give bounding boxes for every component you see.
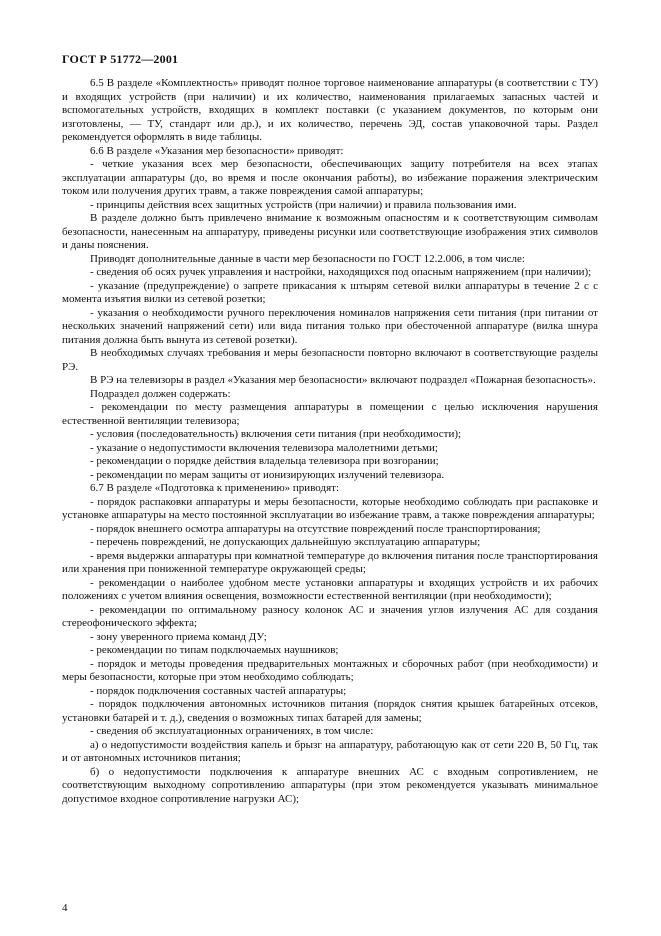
list-item: - указание о недопустимости включения телевизора малолетними детьми; xyxy=(90,441,438,454)
list-item: - рекомендации по типам подключаемых наушников; xyxy=(90,644,339,656)
list-item: - указания о необходимости ручного переключения номиналов напряжения сети питания (при питании от нескольких значений напряжений сети) или вида питания только при обесточенной аппаратуре (вилка шнура питания должна быть вынута из сетевой розетки). xyxy=(62,306,598,346)
list-item: - порядок подключения автономных источников питания (порядок снятия крышек батарейных отсеков, установки батарей и т. д.), сведения о возможных типах батарей для замены; xyxy=(62,698,598,724)
list-item: - порядок внешнего осмотра аппаратуры на отсутствие повреждений после транспортирования; xyxy=(90,522,541,535)
document-body xyxy=(62,77,598,806)
list-item: - рекомендации по месту размещения аппаратуры в помещении с целью исключения нарушения естественной вентиляции телевизора; xyxy=(62,401,598,427)
paragraph: 6.6 В разделе «Указания мер безопасности» приводят: xyxy=(90,144,344,157)
list-item: - указание (предупреждение) о запрете прикасания к штырям сетевой вилки аппаратуры в течение 2 с с момента изъятия вилки из сетевой розетки; xyxy=(62,279,598,305)
list-item: - порядок подключения составных частей аппаратуры; xyxy=(90,684,347,697)
document-code-header: ГОСТ Р 51772—2001 xyxy=(62,52,179,66)
list-item: - перечень повреждений, не допускающих дальнейшую эксплуатацию аппаратуры; xyxy=(90,536,481,548)
list-item: - порядок распаковки аппаратуры и меры безопасности, которые необходимо соблюдать при распаковке и установке аппаратуры на место постоянной эксплуатации во избежание травм, а также повреждения аппаратуры; xyxy=(62,495,598,521)
list-item: - сведения об осях ручек управления и настройки, находящихся под опасным напряжением (при наличии); xyxy=(90,266,592,278)
sub-list-item: б) о недопустимости подключения к аппаратуре внешних АС с входным сопротивлением, не соответствующим выходному сопротивлению аппаратуры (при этом рекомендуется указывать минимальное допустимое входное сопротивление нагрузки АС); xyxy=(62,765,598,805)
list-item: - четкие указания всех мер безопасности, обеспечивающих защиту потребителя на всех этапах эксплуатации аппаратуры (до, во время и после окончания работы), во избежание поражения электрическим током или получения других травм, а также повреждения самой аппаратуры; xyxy=(62,158,598,197)
list-item: - рекомендации по мерам защиты от ионизирующих излучений телевизора. xyxy=(90,468,445,481)
paragraph: В РЭ на телевизоры в раздел «Указания мер безопасности» включают подраздел «Пожарная безопасность». xyxy=(90,374,596,386)
paragraph: 6.5 В разделе «Комплектность» приводят полное торговое наименование аппаратуры (в соответствии с ТУ) и входящих устройств (при наличии) и их количество, наименования прилагаемых запасных частей и вспомогательных устройств, входящих в комплект поставки (с указанием документов, по которым они изготовлены, — ТУ, стандарт или др.), и их количество, перечень ЭД, состав упаковочной тары. Раздел рекомендуется оформлять в виде таблицы. xyxy=(62,77,598,143)
list-item: - условия (последовательность) включения сети питания (при необходимости); xyxy=(90,428,462,440)
paragraph: 6.7 В разделе «Подготовка к применению» приводят: xyxy=(90,482,340,494)
list-item: - рекомендации о наиболее удобном месте установки аппаратуры и входящих устройств и их рабочих положениях с учетом влияния освещения, возможности естественной вентиляции (при необходимости); xyxy=(62,576,598,602)
paragraph: Приводят дополнительные данные в части мер безопасности по ГОСТ 12.2.006, в том числе: xyxy=(90,252,525,265)
list-item: - принципы действия всех защитных устройств (при наличии) и правила пользования ими. xyxy=(90,198,517,211)
paragraph: В необходимых случаях требования и меры безопасности повторно включают в соответствующие разделы РЭ. xyxy=(62,347,598,373)
list-item: - рекомендации по оптимальному разносу колонок АС и значения углов излучения АС для создания стереофонического эффекта; xyxy=(62,603,598,629)
list-item: - порядок и методы проведения предварительных монтажных и сборочных работ (при необходимости) и меры безопасности, которые при этом необходимо соблюдать; xyxy=(62,657,598,683)
page-number: 4 xyxy=(62,902,68,914)
paragraph: Подраздел должен содержать: xyxy=(90,387,231,400)
list-item: - сведения об эксплуатационных ограничениях, в том числе: xyxy=(90,725,374,737)
list-item: - зону уверенного приема команд ДУ; xyxy=(90,630,267,643)
paragraph: В разделе должно быть привлечено внимание к возможным опасностям и к соответствующим символам безопасности, нанесенным на аппаратуру, приведены рисунки или соответствующие изображения этих символов и даны пояснения. xyxy=(62,212,598,251)
list-item: - время выдержки аппаратуры при комнатной температуре до включения питания после транспортирования или хранения при пониженной температуре окружающей среды; xyxy=(62,549,598,575)
sub-list-item: а) о недопустимости воздействия капель и брызг на аппаратуру, работающую как от сети 220 В, 50 Гц, так и от автономных источников питания; xyxy=(62,738,598,764)
list-item: - рекомендации о порядке действия владельца телевизора при возгорании; xyxy=(90,455,439,467)
